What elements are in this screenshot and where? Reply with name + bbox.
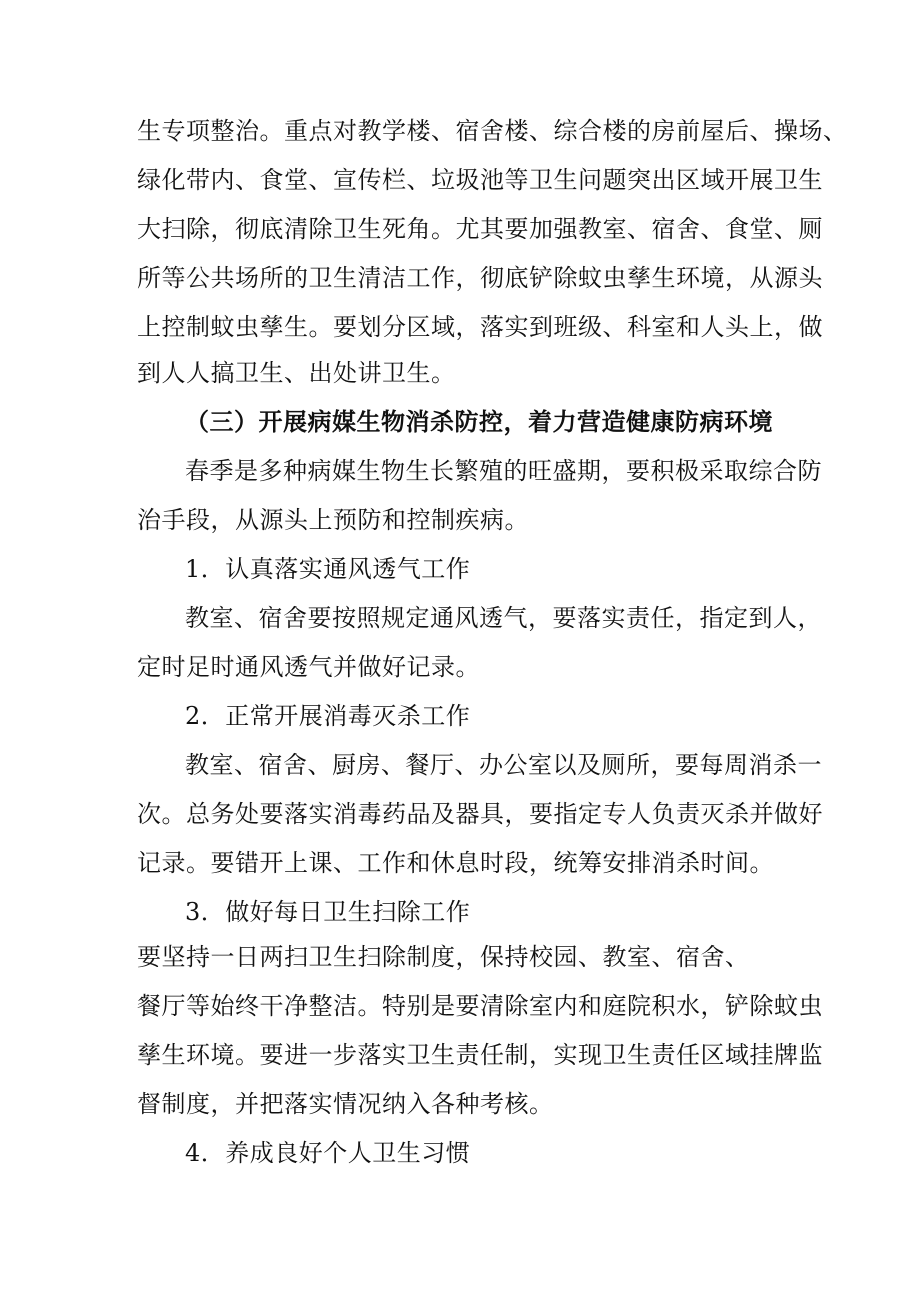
text-line: 治手段，从源头上预防和控制疾病。 [137,506,529,534]
subheading: 1．认真落实通风透气工作 [185,555,471,583]
text-line: 餐厅等始终干净整洁。特别是要清除室内和庭院积水，铲除蚊虫 [137,992,823,1020]
text-line: 督制度，并把落实情况纳入各种考核。 [137,1090,554,1118]
text-line: 大扫除，彻底清除卫生死角。尤其要加强教室、宿舍、食堂、厕 [137,215,823,243]
text-line: 上控制蚊虫孳生。要划分区域，落实到班级、科室和人头上，做 [137,313,823,341]
subheading: 2．正常开展消毒灭杀工作 [185,702,471,730]
subheading: 4．养成良好个人卫生习惯 [185,1139,471,1167]
text-line: 所等公共场所的卫生清洁工作，彻底铲除蚊虫孳生环境，从源头 [137,264,823,292]
text-line: 教室、宿舍要按照规定通风透气，要落实责任，指定到人， [185,604,822,632]
text-line: 春季是多种病媒生物生长繁殖的旺盛期，要积极采取综合防 [185,457,822,485]
text-line: 绿化带内、食堂、宣传栏、垃圾池等卫生问题突出区域开展卫生 [137,166,823,194]
text-line: 生专项整治。重点对教学楼、宿舍楼、综合楼的房前屋后、操场、 [137,117,848,145]
subheading: 3．做好每日卫生扫除工作 [185,898,471,926]
text-line: 定时足时通风透气并做好记录。 [137,653,480,681]
text-line: 记录。要错开上课、工作和休息时段，统筹安排消杀时间。 [137,849,774,877]
text-line: 孳生环境。要进一步落实卫生责任制，实现卫生责任区域挂牌监 [137,1041,823,1069]
text-line: 次。总务处要落实消毒药品及器具，要指定专人负责灭杀并做好 [137,800,823,828]
text-line: 教室、宿舍、厨房、餐厅、办公室以及厕所，要每周消杀一 [185,751,822,779]
text-line: 要坚持一日两扫卫生扫除制度，保持校园、教室、宿舍、 [137,943,750,971]
section-heading: （三）开展病媒生物消杀防控，着力营造健康防病环境 [185,407,773,436]
text-line: 到人人搞卫生、出处讲卫生。 [137,359,456,387]
